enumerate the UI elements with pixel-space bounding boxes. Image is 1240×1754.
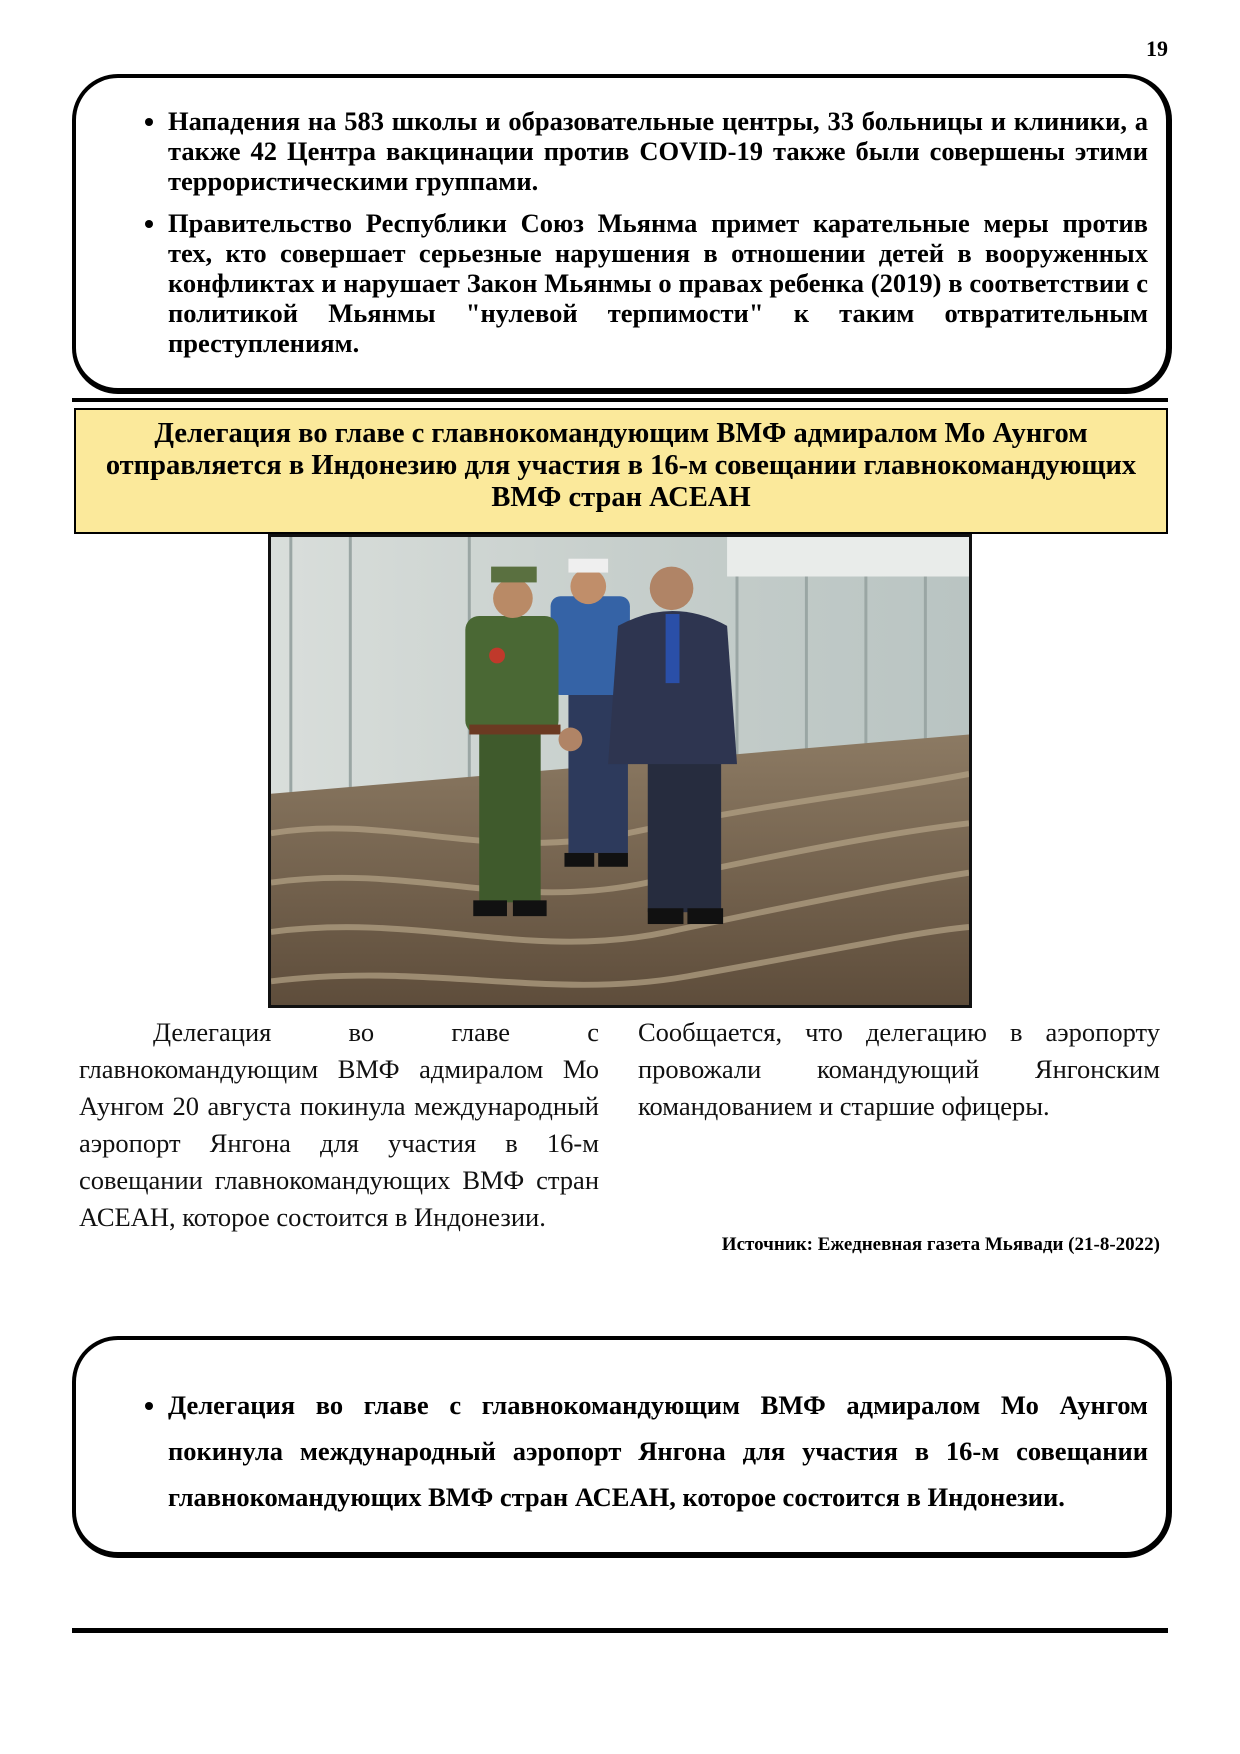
handshake-photo-illustration — [271, 537, 969, 1005]
article-headline: Делегация во главе с главнокомандующим ВМФ адмиралом Мо Аунгом отправляется в Индонезию для участия в 16-м совещании главнокомандующих ВМФ стран АСЕАН — [74, 408, 1168, 534]
summary-box-bottom — [72, 1336, 1172, 1558]
divider-line — [72, 398, 1168, 402]
bullet-list — [118, 1382, 1148, 1520]
bullet-item: • Делегация во главе с главнокомандующим ВМФ адмиралом Мо Аунгом покинула международный аэропорт Янгона для участия в 16-м совещании главнокомандующих ВМФ стран АСЕАН, которое состоится в Индонезии. — [168, 1382, 1148, 1520]
bullet-list — [118, 106, 1148, 358]
footer-divider-line — [72, 1628, 1168, 1633]
handshake — [559, 728, 583, 752]
summary-box-top — [72, 74, 1172, 394]
article-left-column: Делегация во главе с главнокомандующим ВМФ адмиралом Мо Аунгом 20 августа покинула международный аэропорт Янгона для участия в 16-м совещании главнокомандующих ВМФ стран АСЕАН, которое состоится в Индонезии. — [79, 1017, 599, 1232]
article-right-column: Сообщается, что делегацию в аэропорту провожали командующий Янгонским командованием и старшие офицеры. — [638, 1017, 1160, 1121]
source-citation: Источник: Ежедневная газета Мьявади (21-8-2022) — [721, 1234, 1160, 1255]
bullet-item: • Правительство Республики Союз Мьянма примет карательные меры против тех, кто совершает серьезные нарушения в отношении детей в вооруженных конфликтах и нарушает Закон Мьянмы о правах ребенка (2019) в соответствии с политикой Мьянмы "нулевой терпимости" к таким отвратительным преступлениям. — [168, 208, 1148, 358]
page-number: 19 — [1146, 36, 1168, 61]
bullet-item: • Нападения на 583 школы и образовательные центры, 33 больницы и клиники, а также 42 Центра вакцинации против COVID-19 также были совершены этими террористическими группами. — [168, 106, 1148, 196]
article-photo — [268, 534, 972, 1008]
